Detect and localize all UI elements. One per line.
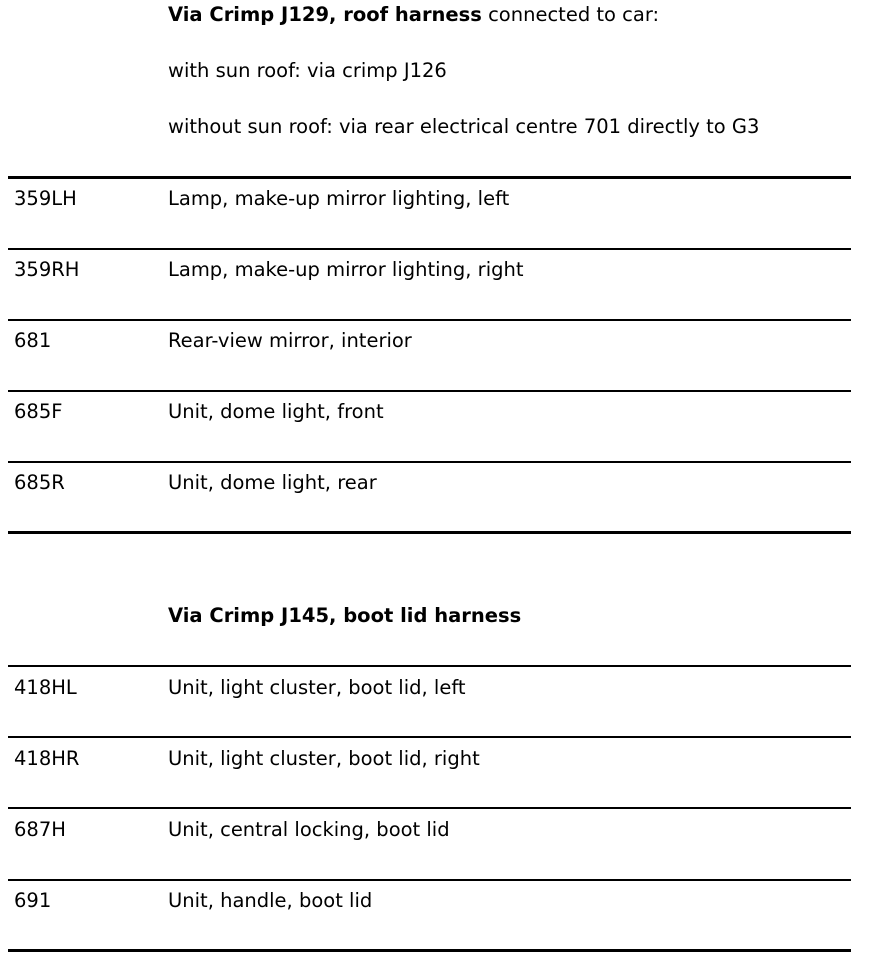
row-description: Unit, handle, boot lid <box>168 889 373 912</box>
row-code: 685F <box>14 400 63 423</box>
row-code: 418HL <box>14 676 77 699</box>
row-code: 685R <box>14 471 65 494</box>
table-rule <box>8 807 851 809</box>
table-rule <box>8 319 851 321</box>
row-code: 691 <box>14 889 52 912</box>
heading-bold-text: Via Crimp J129, roof harness <box>168 3 482 26</box>
heading-bold-text: Via Crimp J145, boot lid harness <box>168 604 522 627</box>
table-rule <box>8 248 851 250</box>
table-rule <box>8 531 851 534</box>
row-description: Lamp, make-up mirror lighting, left <box>168 187 510 210</box>
table-rule <box>8 461 851 463</box>
row-description: Unit, central locking, boot lid <box>168 818 450 841</box>
section-heading-roof-harness <box>168 3 659 26</box>
row-code: 687H <box>14 818 66 841</box>
row-code: 681 <box>14 329 52 352</box>
row-description: Rear-view mirror, interior <box>168 329 412 352</box>
section-heading-boot-lid-harness <box>168 604 521 627</box>
note-without-sun-roof: without sun roof: via rear electrical centre 701 directly to G3 <box>168 115 760 138</box>
table-rule <box>8 665 851 667</box>
table-rule <box>8 176 851 179</box>
table-rule <box>8 949 851 952</box>
table-rule <box>8 736 851 738</box>
row-code: 359RH <box>14 258 80 281</box>
row-description: Unit, dome light, front <box>168 400 384 423</box>
table-rule <box>8 879 851 881</box>
row-code: 359LH <box>14 187 77 210</box>
table-rule <box>8 390 851 392</box>
row-code: 418HR <box>14 747 80 770</box>
note-sun-roof: with sun roof: via crimp J126 <box>168 59 447 82</box>
row-description: Unit, light cluster, boot lid, left <box>168 676 466 699</box>
row-description: Lamp, make-up mirror lighting, right <box>168 258 524 281</box>
row-description: Unit, light cluster, boot lid, right <box>168 747 480 770</box>
heading-rest-text: connected to car: <box>481 3 660 26</box>
row-description: Unit, dome light, rear <box>168 471 377 494</box>
